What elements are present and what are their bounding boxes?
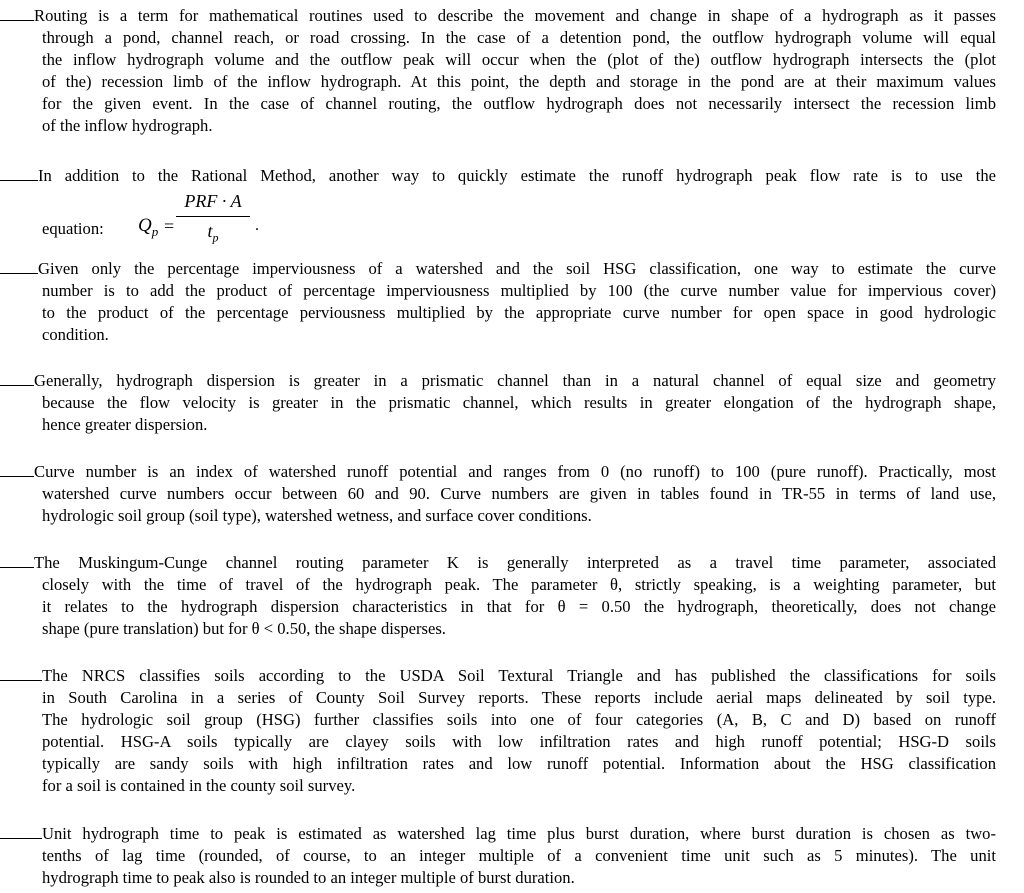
statement-line: to the product of the percentage perviousness multiplied by the appropriate curve number for open space in good hydrologic	[42, 303, 996, 322]
statement-line: because the flow velocity is greater in the prismatic channel, which results in greater elongation of the hydrograph shape,	[42, 393, 996, 412]
statement-line: for a soil is contained in the county soil survey.	[42, 776, 356, 795]
statement-line: watershed curve numbers occur between 60 and 90. Curve numbers are given in tables found in TR-55 in terms of land use,	[42, 484, 996, 503]
statement-line: hydrograph time to peak also is rounded to an integer multiple of burst duration.	[42, 868, 575, 887]
statement-line: hence greater dispersion.	[42, 415, 208, 434]
equation-denominator: $t_p$	[207, 221, 219, 245]
statement-line: for the given event. In the case of channel routing, the outflow hydrograph does not necessarily intersect the recession limb	[42, 94, 996, 113]
equation-lhs: $Q_p$	[138, 215, 159, 239]
statement-line: closely with the time of travel of the hydrograph peak. The parameter θ, strictly speaking, is a weighting parameter, but	[42, 575, 996, 594]
answer-blank[interactable]	[0, 6, 34, 21]
statement-line: Routing is a term for mathematical routines used to describe the movement and change in shape of a hydrograph as it passes	[0, 5, 996, 27]
answer-blank[interactable]	[0, 371, 34, 386]
statement-line: Unit hydrograph time to peak is estimated as watershed lag time plus burst duration, where burst duration is chosen as two-	[0, 823, 996, 845]
answer-blank[interactable]	[0, 462, 34, 477]
statement-line: Given only the percentage imperviousness of a watershed and the soil HSG classification, one way to estimate the curve	[0, 258, 996, 280]
statement-line: hydrologic soil group (soil type), watershed wetness, and surface cover conditions.	[42, 506, 592, 525]
statement-line: the inflow hydrograph volume and the outflow peak will occur when the (plot of the) outflow hydrograph intersects the (plot	[42, 50, 996, 69]
statement-line: condition.	[42, 325, 109, 344]
statement-line: Curve number is an index of watershed runoff potential and ranges from 0 (no runoff) to 100 (pure runoff). Practically, most	[0, 461, 996, 483]
statement-line: shape (pure translation) but for θ < 0.50, the shape disperses.	[42, 619, 446, 638]
statement-line: in South Carolina in a series of County Soil Survey reports. These reports include aerial maps delineated by soil type.	[42, 688, 996, 707]
statement-line: The hydrologic soil group (HSG) further classifies soils into one of four categories (A, B, C and D) based on runoff	[42, 710, 996, 729]
equation-numerator: PRF · A	[184, 191, 242, 211]
statement-line: The Muskingum-Cunge channel routing parameter K is generally interpreted as a travel time parameter, associated	[0, 552, 996, 574]
answer-blank[interactable]	[0, 259, 38, 274]
statement-line: it relates to the hydrograph dispersion characteristics in that for θ = 0.50 the hydrograph, theoretically, does not change	[42, 597, 996, 616]
statement-line: number is to add the product of percentage imperviousness multiplied by 100 (the curve number value for impervious cover)	[42, 281, 996, 300]
equation-period: .	[255, 217, 259, 234]
answer-blank[interactable]	[0, 553, 34, 568]
equation-equals: =	[164, 216, 175, 236]
statement-line: In addition to the Rational Method, another way to quickly estimate the runoff hydrograph peak flow rate is to use the	[0, 165, 996, 187]
statement-line: tenths of lag time (rounded, of course, to an integer multiple of a convenient time unit such as 5 minutes). The unit	[42, 846, 996, 865]
statement-line: of the) recession limb of the inflow hydrograph. At this point, the depth and storage in the pond are at their maximum values	[42, 72, 996, 91]
statement-line: of the inflow hydrograph.	[42, 116, 213, 135]
prf-equation	[0, 185, 1024, 245]
answer-blank[interactable]	[0, 666, 42, 681]
answer-blank[interactable]	[0, 166, 38, 181]
statement-line: through a pond, channel reach, or road crossing. In the case of a detention pond, the outflow hydrograph volume will equal	[42, 28, 996, 47]
statement-line: The NRCS classifies soils according to the USDA Soil Textural Triangle and has published the classifications for soils	[0, 665, 996, 687]
answer-blank[interactable]	[0, 824, 42, 839]
statement-line: typically are sandy soils with high infiltration rates and low runoff potential. Information about the HSG classification	[42, 754, 996, 773]
equation-label: equation:	[42, 219, 104, 238]
statement-line: Generally, hydrograph dispersion is greater in a prismatic channel than in a natural channel of equal size and geometry	[0, 370, 996, 392]
fraction-bar	[176, 216, 250, 217]
statement-line: potential. HSG-A soils typically are clayey soils with low infiltration rates and high runoff potential; HSG-D soils	[42, 732, 996, 751]
